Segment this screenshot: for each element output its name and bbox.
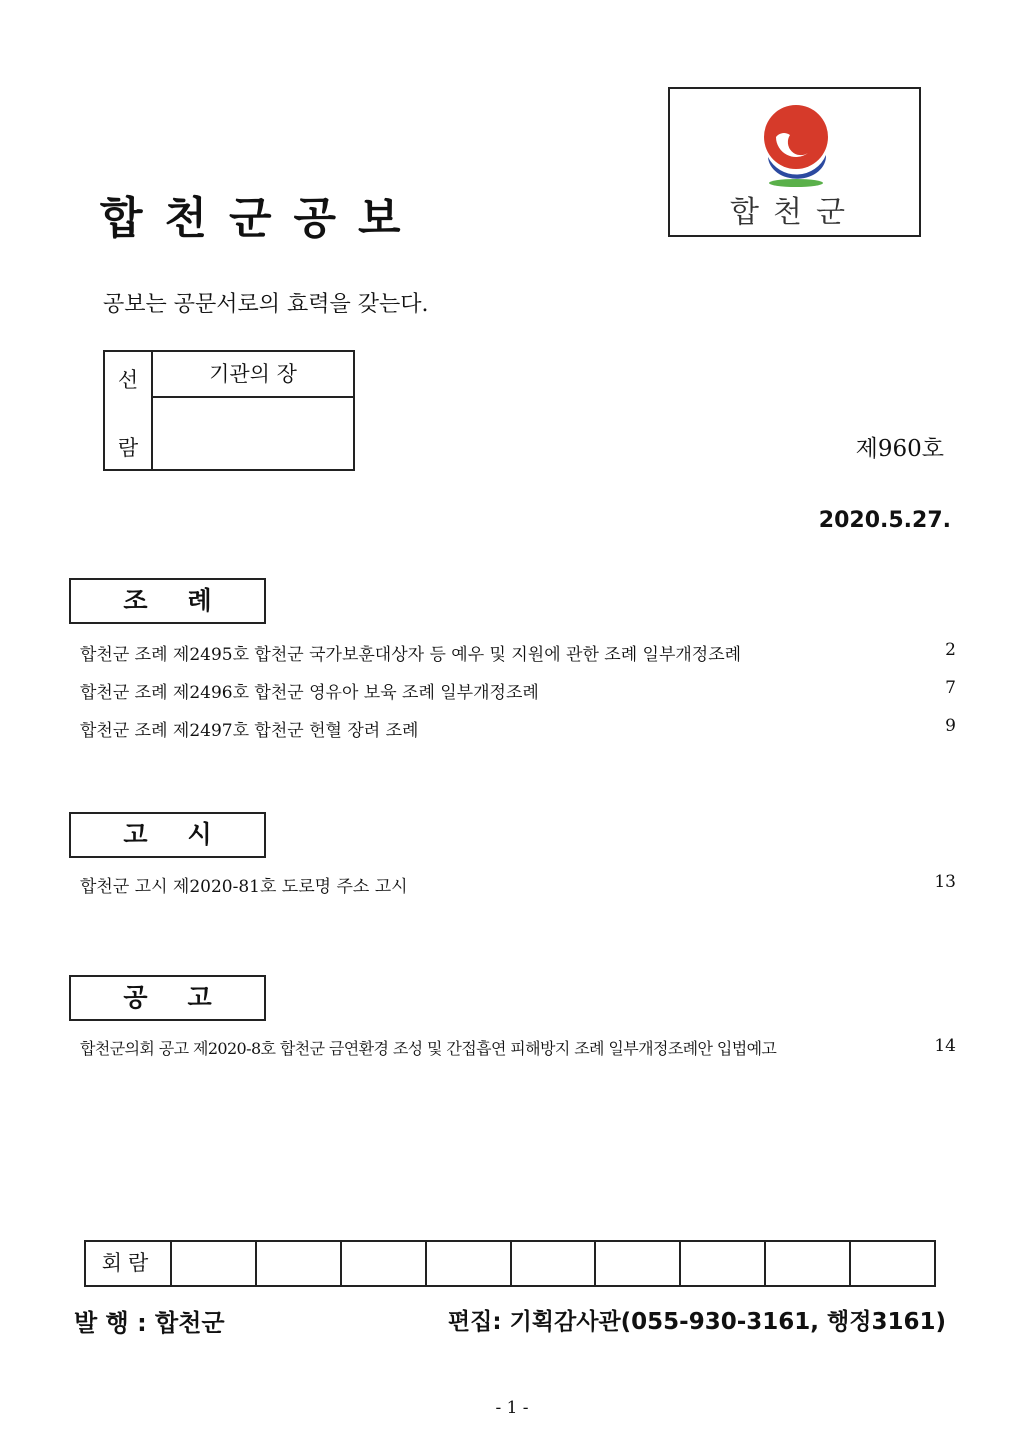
county-logo bbox=[668, 87, 921, 237]
toc-item[interactable] bbox=[80, 640, 956, 666]
circulation-cell bbox=[512, 1242, 597, 1285]
page-number: - 1 - bbox=[495, 1398, 529, 1418]
approval-side-label-top: 선 bbox=[117, 368, 139, 392]
circulation-label: 회람 bbox=[86, 1242, 172, 1285]
circulation-cell bbox=[257, 1242, 342, 1285]
page-title: 합천군공보 bbox=[100, 193, 423, 244]
circulation-cell bbox=[851, 1242, 934, 1285]
toc-item-text: 합천군 고시 제2020-81호 도로명 주소 고시 bbox=[80, 877, 408, 897]
circulation-cell bbox=[766, 1242, 851, 1285]
toc-item-text: 합천군 조례 제2496호 합천군 영유아 보육 조례 일부개정조례 bbox=[80, 683, 539, 703]
circulation-cell bbox=[172, 1242, 257, 1285]
publisher: 발 행 : 합천군 bbox=[74, 1309, 225, 1337]
county-emblem-icon bbox=[746, 97, 846, 197]
editor-contact: 편집: 기획감사관(055-930-3161, 행정3161) bbox=[447, 1309, 946, 1335]
circulation-cell bbox=[681, 1242, 766, 1285]
section-heading-notice: 고시 bbox=[69, 812, 266, 858]
approval-header: 기관의 장 bbox=[153, 352, 353, 398]
toc-item-page: 7 bbox=[945, 678, 956, 698]
approval-box bbox=[103, 350, 355, 471]
toc-item-page: 13 bbox=[934, 872, 956, 892]
logo-label: 합천군 bbox=[730, 195, 859, 230]
section-heading-announcement: 공고 bbox=[69, 975, 266, 1021]
approval-side-label-bottom: 람 bbox=[117, 436, 139, 460]
section-heading-ordinance: 조례 bbox=[69, 578, 266, 624]
toc-item[interactable] bbox=[80, 1036, 956, 1062]
circulation-table bbox=[84, 1240, 936, 1287]
toc-item-text: 합천군의회 공고 제2020-8호 합천군 금연환경 조성 및 간접흡연 피해방지 조례 일부개정조례안 입법예고 bbox=[80, 1039, 777, 1058]
toc-item-page: 2 bbox=[945, 640, 956, 660]
issue-date: 2020.5.27. bbox=[818, 508, 951, 533]
circulation-cell bbox=[342, 1242, 427, 1285]
toc-item[interactable] bbox=[80, 872, 956, 898]
toc-item-page: 9 bbox=[945, 716, 956, 736]
issue-number: 제960호 bbox=[855, 436, 944, 462]
bulletin-subtitle: 공보는 공문서로의 효력을 갖는다. bbox=[103, 292, 429, 317]
toc-item-text: 합천군 조례 제2495호 합천군 국가보훈대상자 등 예우 및 지원에 관한 조례 일부개정조례 bbox=[80, 645, 742, 665]
circulation-cell bbox=[596, 1242, 681, 1285]
toc-item-page: 14 bbox=[934, 1036, 956, 1056]
circulation-cell bbox=[427, 1242, 512, 1285]
toc-item-text: 합천군 조례 제2497호 합천군 헌혈 장려 조례 bbox=[80, 721, 419, 741]
toc-item[interactable] bbox=[80, 716, 956, 742]
toc-item[interactable] bbox=[80, 678, 956, 704]
